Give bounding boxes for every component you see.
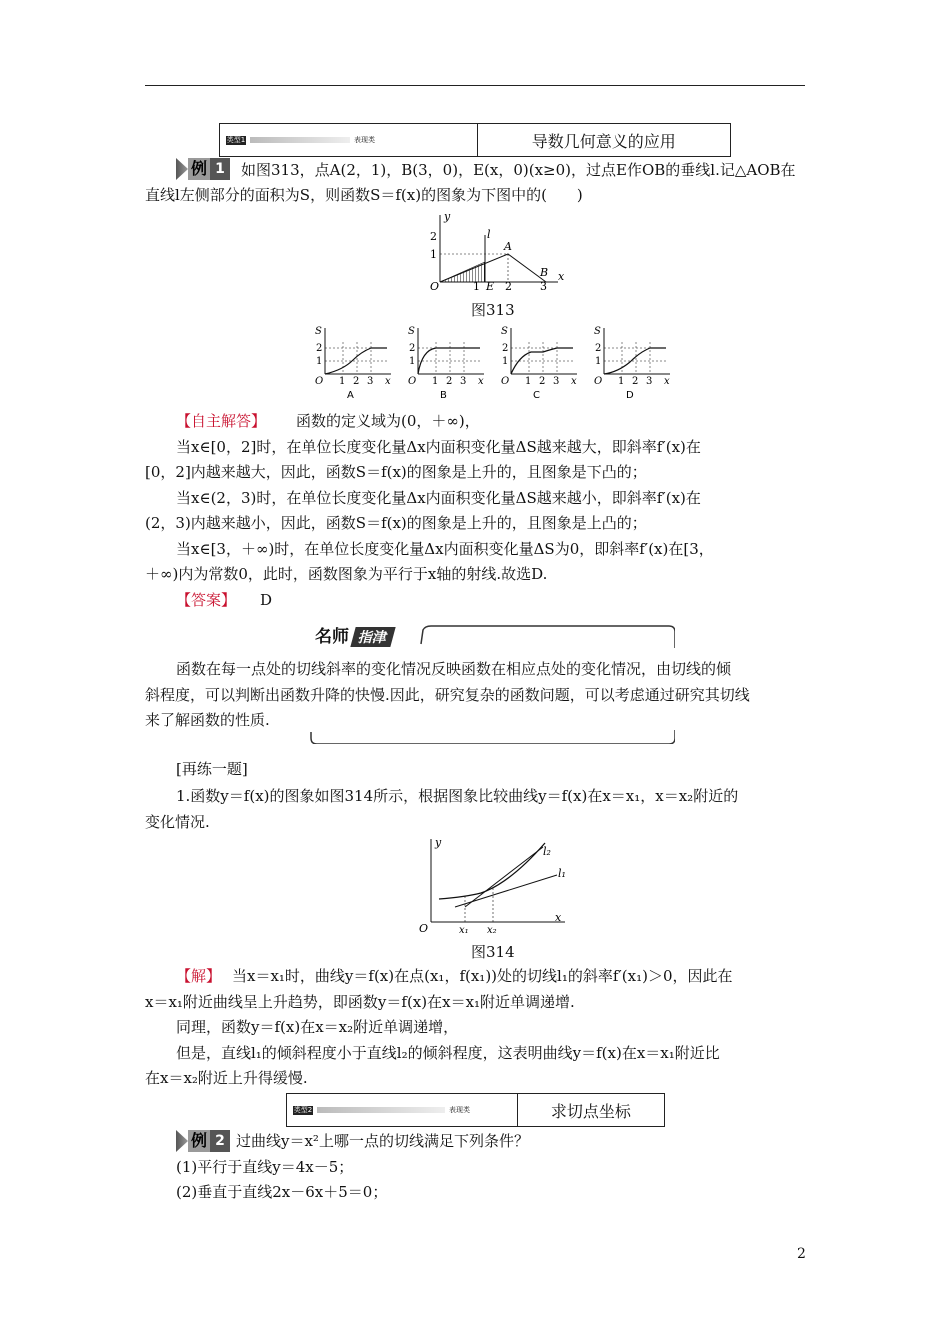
type2-title: 求切点坐标 (550, 1101, 631, 1121)
option-s-label: S (408, 326, 415, 337)
option-x-label: x (571, 376, 577, 387)
option-tick-2: 2 (353, 376, 360, 387)
fig313-x-label: x (558, 270, 565, 283)
fig313-a-label: A (504, 240, 512, 253)
fig314-x2-label: x₂ (487, 925, 497, 935)
example1-line1: 如图313，点A(2，1)，B(3，0)，E(x，0)(x≥0)，过点E作OB的垂线l.记△AOB在 (241, 161, 796, 179)
solution1-line3: 当x∈(2，3)时，在单位长度变化量Δx内面积变化量ΔS越来越小，即斜率f′(x)在 (176, 489, 701, 507)
tip-line0: 函数在每一点处的切线斜率的变化情况反映函数在相应点处的变化情况，由切线的倾 (176, 660, 732, 678)
solution1-line5: 当x∈[3，＋∞)时，在单位长度变化量Δx内面积变化量ΔS为0，即斜率f′(x)在[3， (176, 540, 714, 558)
fig314-x-label: x (555, 911, 562, 924)
option-ytick-1: 1 (409, 356, 416, 367)
type1-title: 导数几何意义的应用 (531, 131, 676, 151)
solution1-label: 【自主解答】 (176, 412, 267, 430)
figure-314 (415, 835, 575, 935)
tip-line2: 来了解函数的性质. (145, 711, 270, 729)
option-letter: C (533, 390, 540, 400)
option-tick-2: 2 (446, 376, 453, 387)
solution2-line2: 同理，函数y＝f(x)在x＝x₂附近单调递增， (176, 1018, 459, 1036)
option-ytick-1: 1 (316, 356, 323, 367)
option-tick-3: 3 (460, 376, 467, 387)
fig314-x1-label: x₁ (459, 925, 469, 935)
fig313-caption: 图313 (471, 301, 515, 319)
fig314-y-label: y (435, 836, 442, 849)
fig313-e-label: E (486, 280, 495, 290)
option-ytick-1: 1 (595, 356, 602, 367)
fig314-l1-label: l₁ (558, 867, 566, 880)
practice-line2: 变化情况. (145, 813, 210, 831)
type1-box (219, 123, 731, 157)
option-graph-D (592, 324, 674, 400)
type2-box (286, 1093, 665, 1127)
option-tick-3: 3 (553, 376, 560, 387)
option-ytick-2: 2 (409, 343, 416, 354)
option-x-label: x (664, 376, 670, 387)
tip-title-text: 名师 (315, 627, 349, 647)
option-s-label: S (315, 326, 322, 337)
option-s-label: S (501, 326, 508, 337)
option-x-label: x (478, 376, 484, 387)
option-letter: B (440, 390, 447, 400)
fig314-caption: 图314 (471, 943, 515, 961)
solution2-line0: 当x＝x₁时，曲线y＝f(x)在点(x₁，f(x₁))处的切线l₁的斜率f′(x₁)＞0，因此在 (232, 967, 733, 985)
option-x-label: x (385, 376, 391, 387)
example1-tag (176, 158, 230, 180)
example2-q1: (1)平行于直线y＝4x－5； (176, 1158, 354, 1176)
option-ytick-2: 2 (502, 343, 509, 354)
option-ytick-2: 2 (595, 343, 602, 354)
practice-heading: [再练一题] (176, 760, 248, 778)
solution1-line0: 函数的定义域为(0，＋∞)， (296, 412, 480, 430)
option-tick-2: 2 (539, 376, 546, 387)
example2-q2: (2)垂直于直线2x－6x＋5＝0； (176, 1183, 388, 1201)
option-tick-1: 1 (525, 376, 532, 387)
option-letter: D (626, 390, 634, 400)
option-tick-3: 3 (367, 376, 374, 387)
answer-value: D (260, 591, 273, 609)
example2-line1: 过曲线y＝x²上哪一点的切线满足下列条件？ (236, 1132, 529, 1150)
example1-label: 例 (188, 158, 210, 180)
answer-label: 【答案】 (176, 591, 237, 609)
type2-tail: 表现类 (449, 1106, 470, 1114)
fig314-l2-label: l₂ (543, 845, 551, 858)
option-ytick-2: 2 (316, 343, 323, 354)
fig313-y-label: y (444, 210, 451, 223)
type2-tag: 类型2 (293, 1105, 313, 1114)
option-tick-1: 1 (432, 376, 439, 387)
example-wedge-icon (176, 158, 188, 180)
example2-tag (176, 1130, 230, 1152)
solution2-label: 【解】 (176, 967, 222, 985)
option-origin: O (501, 376, 510, 387)
type2-bar (317, 1107, 445, 1113)
figure-313 (418, 210, 568, 290)
option-tick-2: 2 (632, 376, 639, 387)
example-wedge-icon (176, 1130, 188, 1152)
tip-title (315, 622, 393, 647)
option-tick-1: 1 (618, 376, 625, 387)
type1-bar (250, 137, 350, 143)
fig313-ytick-1: 1 (430, 248, 437, 261)
option-tick-1: 1 (339, 376, 346, 387)
fig314-origin: O (419, 922, 429, 935)
page-number: 2 (797, 1246, 806, 1262)
tip-badge: 指津 (350, 627, 395, 647)
option-s-label: S (594, 326, 601, 337)
type1-tag: 类型1 (226, 135, 246, 144)
option-origin: O (594, 376, 603, 387)
solution2-line1: x＝x₁附近曲线呈上升趋势，即函数y＝f(x)在x＝x₁附近单调递增. (145, 993, 575, 1011)
solution2-line4: 在x＝x₂附近上升得缓慢. (145, 1069, 308, 1087)
practice-line1: 1.函数y＝f(x)的图象如图314所示，根据图象比较曲线y＝f(x)在x＝x₁，x＝x₂附近的 (176, 787, 739, 805)
solution1-line6: ＋∞)内为常数0，此时，函数图象为平行于x轴的射线.故选D. (145, 565, 548, 583)
option-letter: A (347, 390, 354, 400)
option-ytick-1: 1 (502, 356, 509, 367)
fig313-tick-2: 2 (505, 280, 512, 290)
type1-tail: 表现类 (354, 136, 375, 144)
tip-line1: 斜程度，可以判断出函数升降的快慢.因此，研究复杂的函数问题，可以考虑通过研究其切线 (145, 686, 750, 704)
option-graph-A (313, 324, 395, 400)
fig313-tick-3: 3 (540, 280, 547, 290)
option-graph-C (499, 324, 581, 400)
option-origin: O (408, 376, 417, 387)
solution2-line3: 但是，直线l₁的倾斜程度小于直线l₂的倾斜程度，这表明曲线y＝f(x)在x＝x₁附近比 (176, 1044, 720, 1062)
solution1-line1: 当x∈[0，2]时，在单位长度变化量Δx内面积变化量ΔS越来越大，即斜率f′(x)在 (176, 438, 701, 456)
option-tick-3: 3 (646, 376, 653, 387)
fig313-origin: O (430, 280, 440, 290)
header-rule (145, 85, 805, 86)
option-graph-B (406, 324, 488, 400)
example1-num: 1 (210, 158, 230, 180)
fig313-tick-1: 1 (473, 280, 480, 290)
fig313-b-label: B (540, 266, 549, 279)
solution1-line2: [0，2]内越来越大，因此，函数S＝f(x)的图象是上升的，且图象是下凸的； (145, 463, 647, 481)
example2-num: 2 (210, 1130, 230, 1152)
example1-line2: 直线l左侧部分的面积为S，则函数S＝f(x)的图象为下图中的( ) (145, 186, 583, 204)
example2-label: 例 (188, 1130, 210, 1152)
solution1-line4: (2，3)内越来越小，因此，函数S＝f(x)的图象是上升的，且图象是上凸的； (145, 514, 647, 532)
fig313-l-label: l (487, 228, 491, 241)
fig313-ytick-2: 2 (430, 230, 437, 243)
option-origin: O (315, 376, 324, 387)
